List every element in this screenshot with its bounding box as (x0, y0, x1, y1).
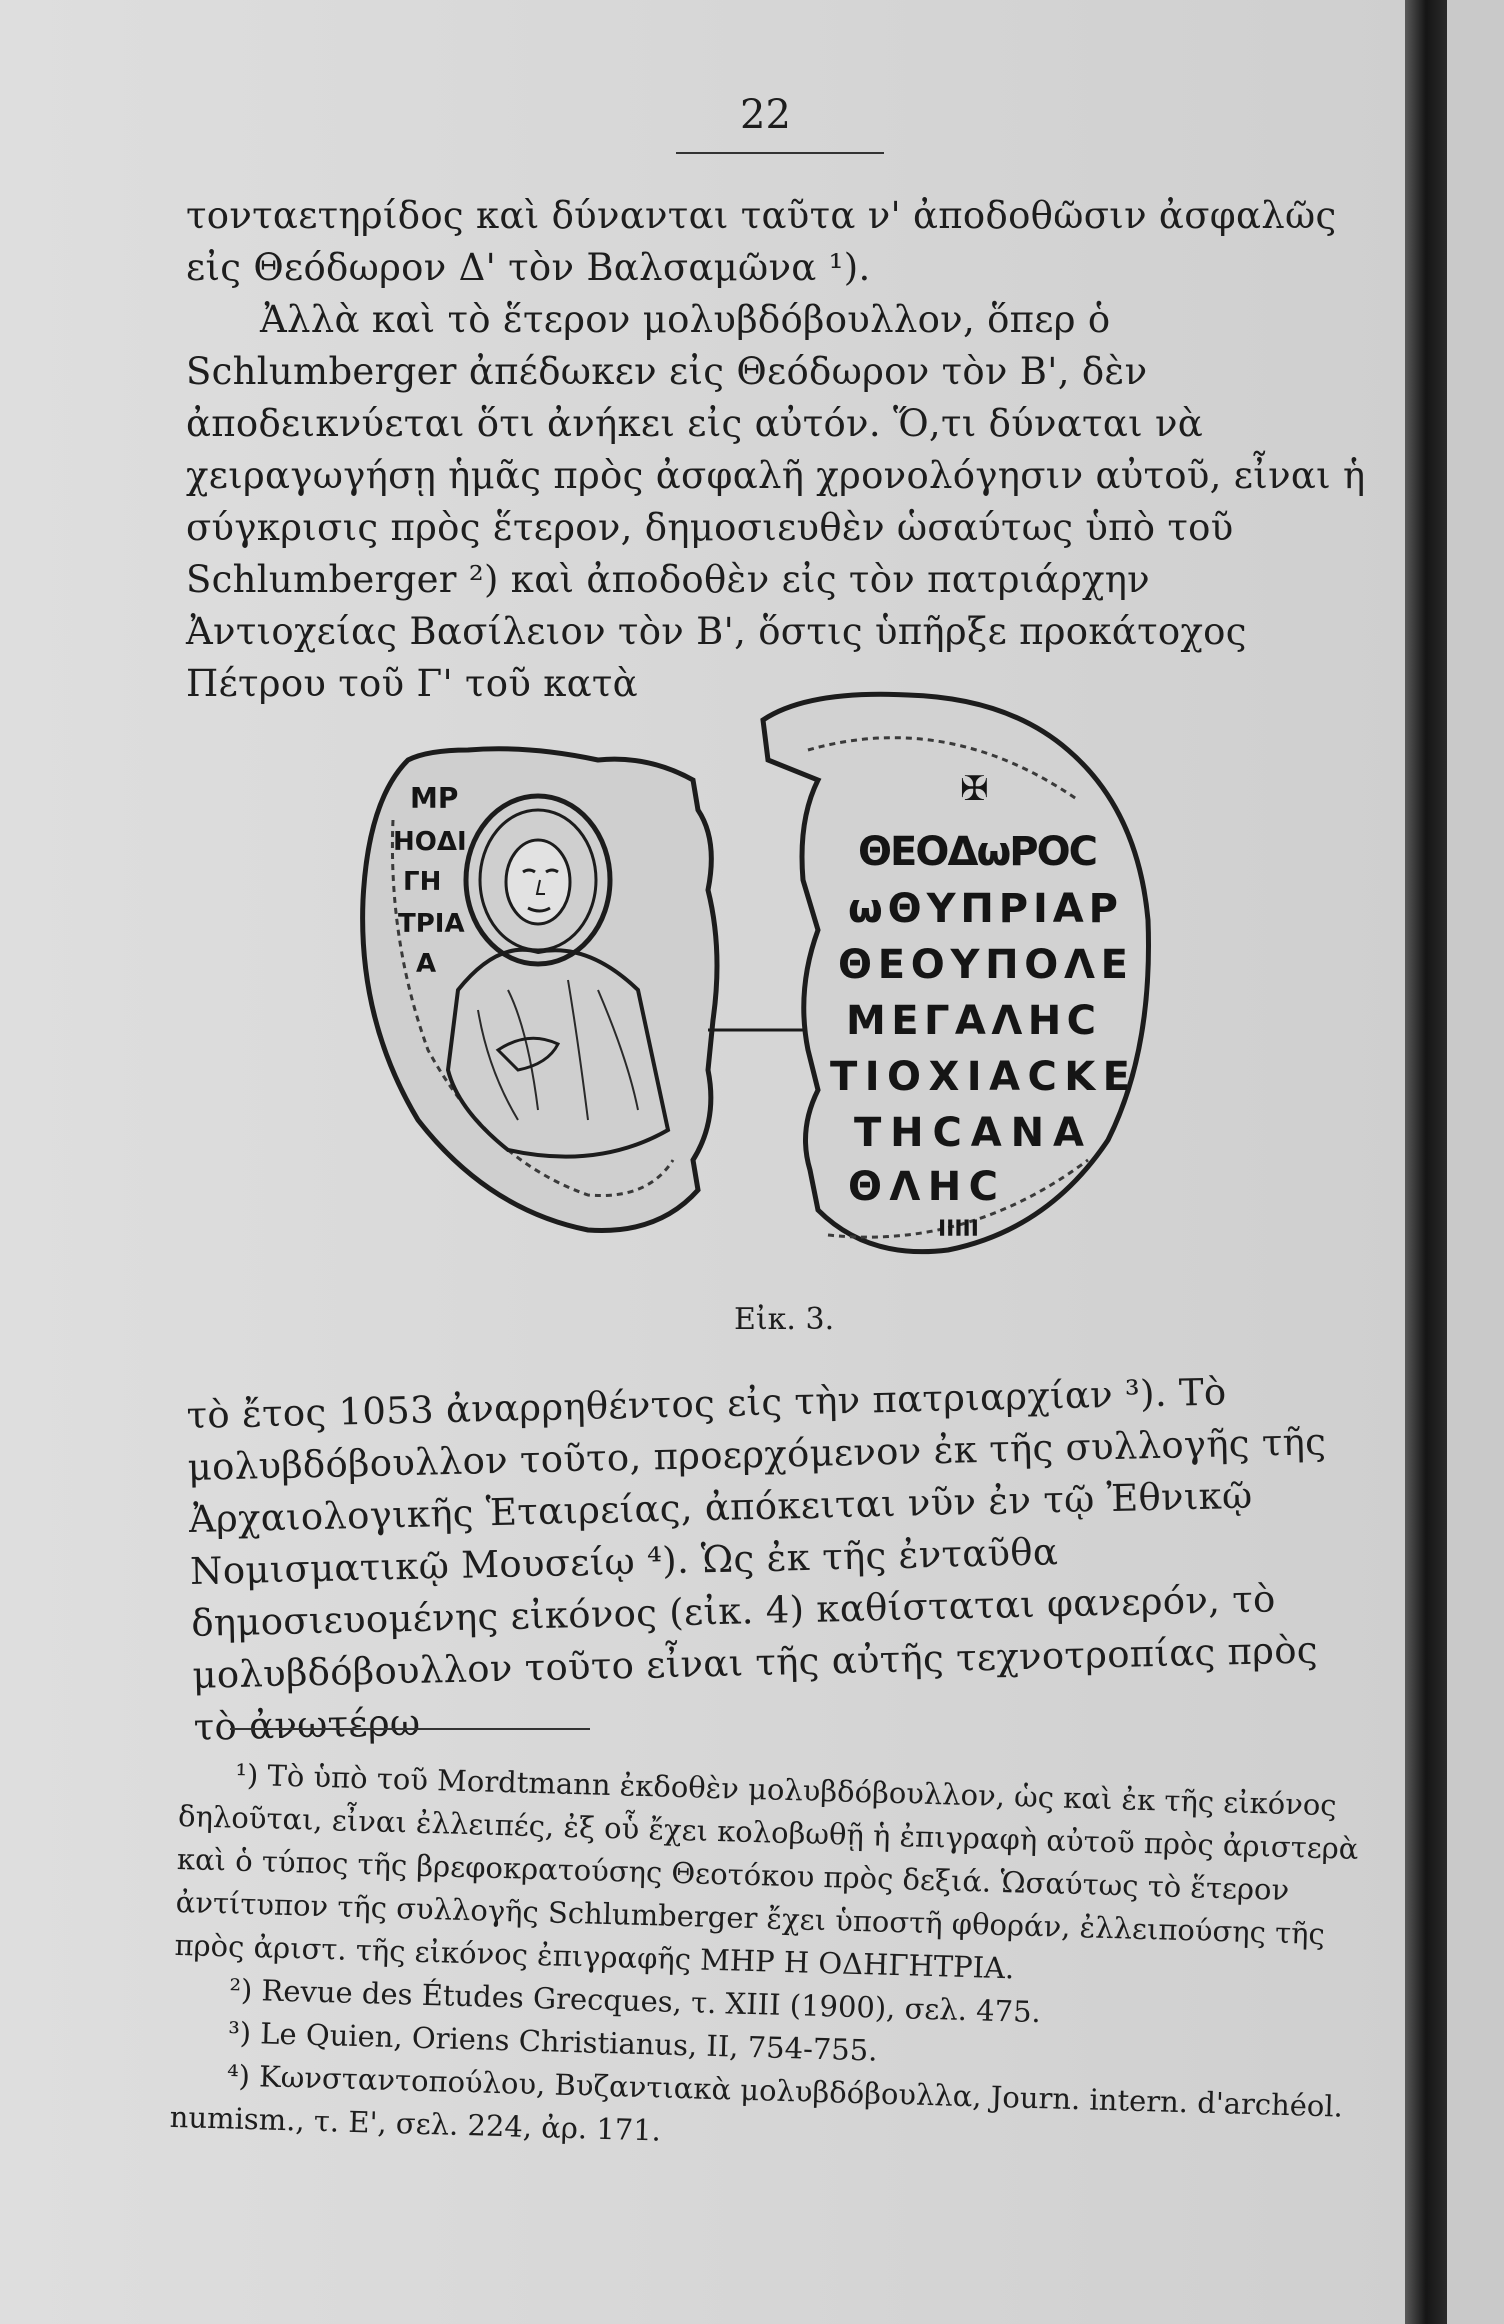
footnote-4: ⁴) Κωνσταντοπούλου, Βυζαντιακὰ μολυβδόβουλλα, Journ. intern. d'archéol. numism., τ. Ε', σελ. 224, ἀρ. 171. (169, 2058, 1344, 2148)
paragraph-schlumberger: Ἀλλὰ καὶ τὸ ἕτερον μολυβδόβουλλον, ὅπερ ὁ Schlumberger ἀπέδωκεν εἰς Θεόδωρον τὸν Β', δὲν ἀποδεικνύεται ὅτι ἀνήκει εἰς αὐτόν. Ὅ,τι δύναται νὰ χειραγωγήσῃ ἡμᾶς πρὸς ἀσφαλῆ χρονολόγησιν αὐτοῦ, εἶναι ἡ σύγκρισις πρὸς ἕτερον, δημοσιευθὲν ὡσαύτως ὑπὸ τοῦ Schlumberger ²) καὶ ἀποδοθὲν εἰς τὸν πατριάρχην Ἀντιοχείας Βασίλειον τὸν Β', ὅστις ὑπῆρξε προκάτοχος Πέτρου τοῦ Γ' τοῦ κατὰ (186, 298, 1366, 705)
inscription-line: ΘΛΗϹ (848, 1164, 998, 1210)
seal-left-face (363, 749, 717, 1231)
inscription-line: ΙΙΙΙΙ (938, 1217, 979, 1242)
footnote-2: ²) Revue des Études Grecques, τ. XIII (1900), σελ. 475. (228, 1972, 1042, 2030)
paragraph-continuation: τονταετηρίδος καὶ δύνανται ταῦτα ν' ἀποδοθῶσιν ἀσφαλῶς εἰς Θεόδωρον Δ' τὸν Βαλσαμῶνα ¹). (186, 194, 1337, 289)
inscription-line: ΘΕΟΔωΡΟϹ (858, 829, 1098, 875)
monogram-line: ΤΡΙΑ (398, 909, 465, 939)
monogram-line: Α (416, 949, 437, 979)
footnote-1: ¹) Τὸ ὑπὸ τοῦ Mordtmann ἐκδοθὲν μολυβδόβουλλον, ὡς καὶ ἐκ τῆς εἰκόνος δηλοῦται, εἶναι ἐλλειπές, ἐξ οὗ ἔχει κολοβωθῇ ἡ ἐπιγραφὴ αὐτοῦ πρὸς ἀριστερὰ καὶ ὁ τύπος τῆς βρεφοκρατούσης Θεοτόκου πρὸς δεξιά. Ὡσαύτως τὸ ἕτερον ἀντίτυπον τῆς συλλογῆς Schlumberger ἔχει ὑποστῆ φθοράν, ἐλλειπούσης τῆς πρὸς ἀριστ. τῆς εἰκόνος ἐπιγραφῆς ΜΗΡ Η ΟΔΗΓΗΤΡΙΑ. (174, 1757, 1359, 1986)
monogram-line: ΜΡ (410, 782, 459, 815)
monogram-line: ΓΗ (403, 867, 442, 897)
inscription-line: ΤΗϹΑΝΑ (854, 1110, 1084, 1156)
footnotes (169, 1752, 1379, 2172)
figure-caption: Εἰκ. 3. (734, 1302, 835, 1337)
footnote-rule (230, 1728, 590, 1730)
inscription-line: ΤΙΟΧΙΑϹΚΕ (830, 1054, 1130, 1100)
inscription-line: ΘΕΟΥΠΟΛΕ (838, 942, 1128, 988)
seal-right-face (763, 694, 1149, 1251)
inscription-line: ωΘΥΠΡΙΑΡ (848, 886, 1118, 932)
footnote-3: ³) Le Quien, Oriens Christianus, II, 754-755. (227, 2015, 878, 2068)
body-text-bottom (186, 1363, 1374, 1754)
inscription-line: ΜΕΓΑΛΗϹ (846, 998, 1096, 1044)
monogram-line: ΗΟΔΙ (393, 827, 467, 857)
body-text-top (186, 190, 1366, 710)
page-number-rule (676, 152, 884, 154)
paragraph-1053: τὸ ἔτος 1053 ἀναρρηθέντος εἰς τὴν πατριαρχίαν ³). Τὸ μολυβδόβουλλον τοῦτο, προερχόμενον ἐκ τῆς συλλογῆς τῆς Ἀρχαιολογικῆς Ἑταιρείας, ἀπόκειται νῦν ἐν τῷ Ἐθνικῷ Νομισματικῷ Μουσείῳ ⁴). Ὡς ἐκ τῆς ἐνταῦθα δημοσιευομένης εἰκόνος (εἰκ. 4) καθίσταται φανερόν, τὸ μολυβδόβουλλον τοῦτο εἶναι τῆς αὐτῆς τεχνοτροπίας πρὸς τὸ ἀνωτέρω (186, 1370, 1327, 1749)
page-number: 22 (740, 92, 791, 138)
cross-icon: ✠ (960, 769, 989, 809)
adjacent-page-edge (1447, 0, 1504, 2324)
book-spine (1405, 0, 1447, 2324)
seal-figure (348, 690, 1168, 1280)
